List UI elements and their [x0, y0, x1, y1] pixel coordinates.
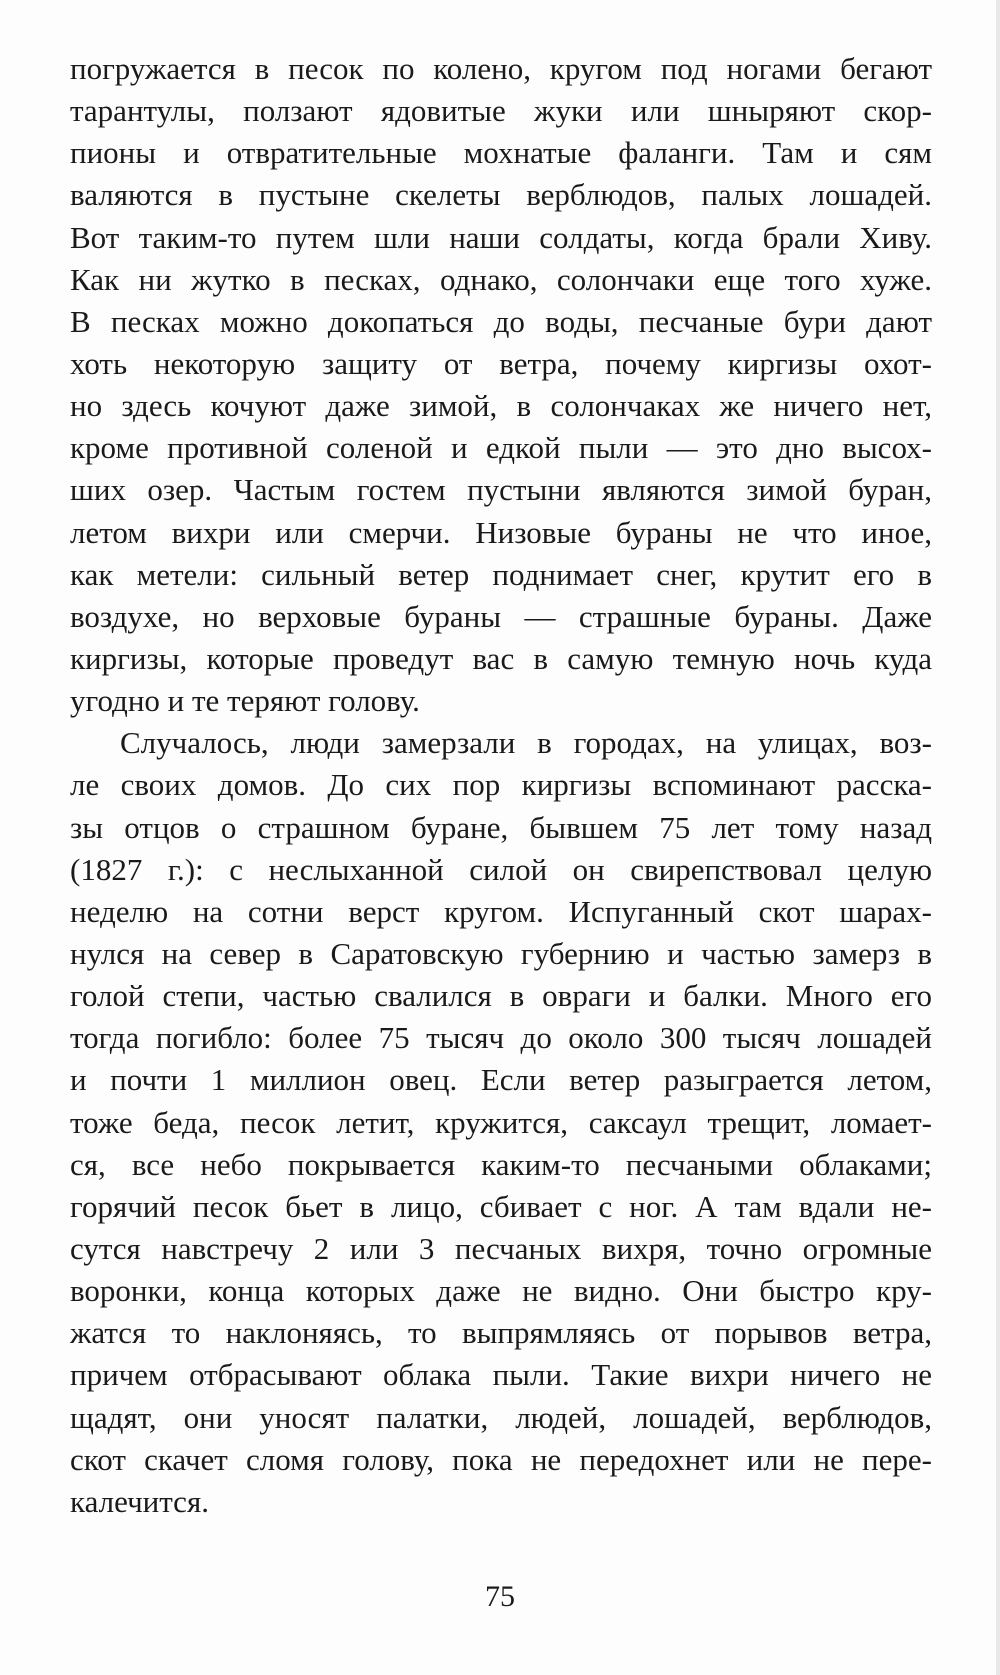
- text-line: щадят, они уносят палатки, людей, лошадей, верблюдов,: [70, 1399, 932, 1435]
- text-line: голой степи, частью свалился в овраги и балки. Много его: [70, 978, 932, 1014]
- text-line: тоже беда, песок летит, кружится, саксаул трещит, ломает-: [70, 1104, 932, 1140]
- text-line: воронки, конца которых даже не видно. Они быстро кру-: [70, 1273, 932, 1309]
- text-line: сутся навстречу 2 или 3 песчаных вихря, точно огромные: [70, 1230, 932, 1266]
- text-line: Вот таким-то путем шли наши солдаты, когда брали Хиву.: [70, 219, 932, 255]
- text-line: летом вихри или смерчи. Низовые бураны не что иное,: [70, 514, 932, 550]
- text-line: жатся то наклоняясь, то выпрямляясь от порывов ветра,: [70, 1315, 932, 1351]
- text-line: ся, все небо покрывается каким-то песчаными облаками;: [70, 1146, 932, 1182]
- text-line: воздухе, но верховые бураны — страшные бураны. Даже: [70, 598, 932, 634]
- text-line: тогда погибло: более 75 тысяч до около 300 тысяч лошадей: [70, 1020, 932, 1056]
- body-text: [70, 48, 932, 1523]
- paragraph: [70, 48, 932, 722]
- text-line: кроме противной соленой и едкой пыли — это дно высох-: [70, 430, 932, 466]
- text-line: ле своих домов. До сих пор киргизы вспоминают расска-: [70, 767, 932, 803]
- page-edge: [996, 0, 1000, 1675]
- text-line: неделю на сотни верст кругом. Испуганный скот шарах-: [70, 893, 932, 929]
- text-line: как метели: сильный ветер поднимает снег, крутит его в: [70, 556, 932, 592]
- text-line: ших озер. Частым гостем пустыни являются зимой буран,: [70, 472, 932, 508]
- text-line: В песках можно докопаться до воды, песчаные бури дают: [70, 303, 932, 339]
- text-line: валяются в пустыне скелеты верблюдов, палых лошадей.: [70, 177, 932, 213]
- text-line: калечится.: [70, 1483, 209, 1519]
- text-line: но здесь кочуют даже зимой, в солончаках же ничего нет,: [70, 388, 932, 424]
- text-line: (1827 г.): с неслыханной силой он свирепствовал целую: [70, 851, 932, 887]
- text-line: погружается в песок по колено, кругом под ногами бегают: [70, 51, 932, 86]
- text-line: киргизы, которые проведут вас в самую темную ночь куда: [70, 640, 932, 676]
- text-line: нулся на север в Саратовскую губернию и частью замерз в: [70, 935, 932, 971]
- paragraph: [70, 722, 932, 1523]
- text-line: причем отбрасывают облака пыли. Такие вихри ничего не: [70, 1357, 932, 1393]
- text-line: пионы и отвратительные мохнатые фаланги. Там и сям: [70, 135, 932, 171]
- text-line: горячий песок бьет в лицо, сбивает с ног. А там вдали не-: [70, 1188, 932, 1224]
- text-line: Как ни жутко в песках, однако, солончаки еще того хуже.: [70, 261, 932, 297]
- text-line: угодно и те теряют голову.: [70, 683, 420, 719]
- page-number: 75: [485, 1580, 515, 1613]
- text-line: тарантулы, ползают ядовитые жуки или шныряют скор-: [70, 93, 932, 129]
- text-line: хоть некоторую защиту от ветра, почему киргизы охот-: [70, 345, 932, 381]
- text-line: Случалось, люди замерзали в городах, на улицах, воз-: [120, 725, 932, 761]
- text-line: и почти 1 миллион овец. Если ветер разыграется летом,: [70, 1062, 932, 1098]
- text-line: скот скачет сломя голову, пока не передохнет или не пере-: [70, 1441, 932, 1477]
- text-line: зы отцов о страшном буране, бывшем 75 лет тому назад: [70, 809, 932, 845]
